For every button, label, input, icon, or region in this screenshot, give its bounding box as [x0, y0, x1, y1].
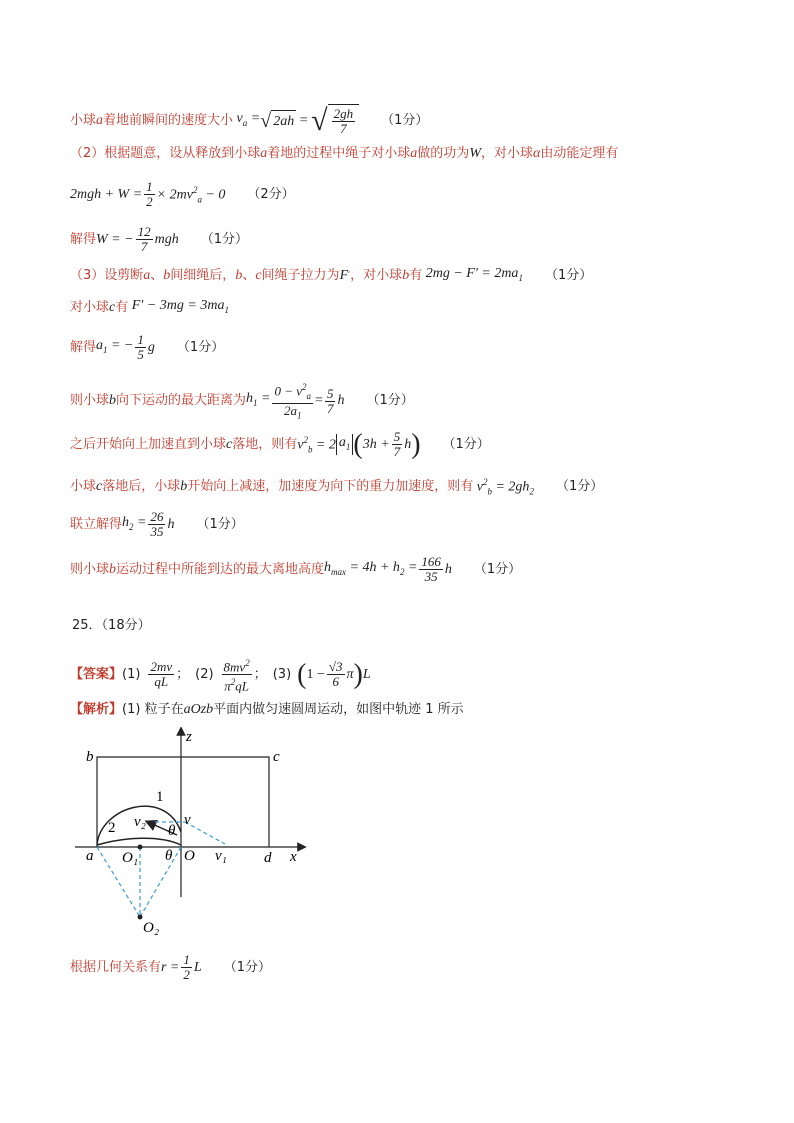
- label-v2: v₂: [134, 814, 146, 830]
- label-theta2: θ: [165, 848, 173, 864]
- l5-t1: （3）设剪断: [70, 267, 144, 283]
- label-2: 2: [108, 820, 116, 836]
- l6-t1: 对小球: [70, 299, 110, 315]
- analysis-line: [70, 701, 464, 719]
- label-O1: O₁: [122, 850, 139, 866]
- l2-a1: a: [260, 146, 268, 161]
- point-O2: [138, 915, 143, 920]
- label-v1: v₁: [215, 848, 227, 864]
- l2-a2: a: [410, 146, 418, 161]
- l5-c: c: [255, 267, 262, 283]
- l12-t1: 则小球: [70, 561, 110, 577]
- l10-c: c: [96, 478, 103, 494]
- l5-t2: 间细绳后，: [170, 267, 236, 283]
- l6-c: c: [109, 299, 116, 315]
- l5-sep1: 、: [150, 267, 164, 283]
- l5-b2: b: [235, 267, 243, 283]
- analysis-text: (1) 粒子在: [122, 702, 184, 717]
- answer-line: 【答案】 (1) $\frac{2mv}{qL}$ ； (2) $\frac{8mv^2}{\pi^2qL}$ ； (3) ( 1 − $\frac{√3}{6}$ π ) L: [70, 658, 371, 694]
- l5-t3: 间绳子拉力为: [261, 267, 340, 283]
- eq-va: $v_a$ =: [233, 111, 261, 128]
- l10-t3: 开始向上减速，加速度为向下的重力加速度，则有: [187, 478, 474, 494]
- label-a: a: [86, 848, 94, 864]
- l8-b: b: [109, 393, 117, 409]
- accelerate-up: 之后开始向上加速直到小球 c 落地，则有 $v^2_b = 2$ $a_1$ ( 3h + $\frac{5}{7}$ h ) （1分）: [70, 428, 490, 460]
- l9-t1: 之后开始向上加速直到小球: [70, 436, 227, 452]
- answer-p1: (1): [122, 666, 141, 682]
- solve-W: 解得 W = − $\frac{12}{7}$ mgh （1分）: [70, 224, 248, 254]
- max-distance: 则小球 b 向下运动的最大距离为 $h_1$ = $\frac{0 - v^2_a}{2a_1}$ = $\frac{5}{7}$ h （1分）: [70, 382, 414, 421]
- l1-ball: a: [96, 113, 104, 128]
- l10-point: （1分）: [555, 478, 604, 494]
- label-1: 1: [156, 789, 164, 805]
- l10-t2: 落地后，小球: [102, 478, 181, 494]
- label-d: d: [264, 850, 272, 866]
- analysis-plane: aOzb: [183, 702, 214, 717]
- l5-b3: b: [402, 267, 410, 283]
- l8-t2: 向下运动的最大距离为: [116, 393, 247, 409]
- answer-s1: ；: [176, 666, 190, 682]
- l2-a3: α: [533, 146, 541, 161]
- l8-point: （1分）: [366, 393, 414, 409]
- l5-point: （1分）: [544, 267, 593, 283]
- decelerate: 小球 c 落地后，小球 b 开始向上减速，加速度为向下的重力加速度，则有 $v^2_b = 2gh_2$ （1分）: [70, 477, 604, 497]
- l2-t1: （2）根据题意，设从释放到小球: [70, 146, 261, 161]
- l2-t4: ，对小球: [480, 146, 533, 161]
- sqrt-2gh7: √ $\frac{2gh}{7}$: [311, 104, 359, 138]
- part3-intro: （3）设剪断 a 、 b 间细绳后， b 、 c 间绳子拉力为 F ′ ，对小球 b 有 $2mg - F' = 2ma_1$ （1分）: [70, 266, 593, 283]
- l2-t3: 做的功为: [417, 146, 470, 161]
- l12-b: b: [109, 561, 117, 577]
- l11-point: （1分）: [196, 516, 244, 532]
- l1-text2: 着地前瞬间的速度大小: [103, 113, 234, 128]
- label-z: z: [186, 729, 192, 745]
- label-c: c: [273, 749, 280, 765]
- l5-F: F: [339, 267, 349, 283]
- last-text: 根据几何关系有: [70, 959, 162, 975]
- l4-point: （1分）: [200, 231, 248, 247]
- field-boundary: [97, 757, 269, 847]
- energy-equation: 2mgh + W = $\frac{1}{2}$ × $2mv^2_a - 0$ （2分）: [70, 179, 295, 209]
- solve-a1: 解得 $a_1$ = − $\frac{1}{5}$ g （1分）: [70, 332, 225, 362]
- l1-point: （1分）: [381, 113, 429, 128]
- l8-t1: 则小球: [70, 393, 110, 409]
- trajectory-2: [97, 838, 181, 845]
- l2-t5: 由动能定理有: [540, 146, 619, 161]
- l10-b: b: [180, 478, 188, 494]
- l5-t4: ，对小球: [350, 267, 403, 283]
- l6-t2: 有: [115, 299, 129, 315]
- last-point: （1分）: [223, 959, 271, 975]
- trajectory-figure: [70, 727, 310, 941]
- label-theta1: θ: [168, 823, 176, 839]
- l9-c: c: [226, 436, 233, 452]
- l12-point: （1分）: [473, 561, 522, 577]
- analysis-text2: 平面内做匀速圆周运动，如图中轨迹 1 所示: [213, 702, 464, 717]
- l9-t2: 落地，则有: [232, 436, 298, 452]
- l5-b: b: [163, 267, 171, 283]
- answer-p2: (2): [195, 666, 214, 682]
- l7-text: 解得: [70, 339, 97, 355]
- l2-t2: 着地的过程中绳子对小球: [267, 146, 411, 161]
- label-O: O: [184, 848, 195, 864]
- answer-p3: (3): [272, 666, 292, 682]
- l5-t5: 有: [409, 267, 423, 283]
- l3-point: （2分）: [247, 186, 295, 202]
- ball-c-eq: 对小球 c 有 $F' - 3mg = 3ma_1$: [70, 298, 229, 315]
- analysis-tag: 【解析】: [70, 702, 123, 717]
- label-O2: O₂: [143, 920, 160, 936]
- l5-a: a: [143, 267, 151, 283]
- point-O1: [138, 845, 143, 850]
- label-x: x: [290, 849, 297, 865]
- sqrt-2ah: √ 2ah: [260, 110, 295, 132]
- l5-sep2: 、: [242, 267, 256, 283]
- l1-text: 小球: [70, 113, 97, 128]
- part2-intro: [70, 145, 618, 163]
- geometry-relation: 根据几何关系有 r = $\frac{1}{2}$ L （1分）: [70, 952, 271, 982]
- label-v: v: [184, 812, 191, 828]
- l11-text: 联立解得: [70, 516, 123, 532]
- label-b: b: [86, 749, 94, 765]
- l10-t1: 小球: [70, 478, 97, 494]
- answer-s2: ；: [253, 666, 267, 682]
- combine-solve: 联立解得 $h_2$ = $\frac{26}{35}$ h （1分）: [70, 509, 244, 539]
- l12-t2: 运动过程中所能到达的最大离地高度: [116, 561, 325, 577]
- l7-point: （1分）: [176, 339, 225, 355]
- velocity-line: 小球 a 着地前瞬间的速度大小 $v_a$ = √ 2ah = √ $\frac{2gh}{7}$ （1分）: [70, 104, 429, 137]
- l9-point: （1分）: [442, 436, 490, 452]
- answer-tag: 【答案】: [70, 666, 123, 682]
- max-height: 则小球 b 运动过程中所能到达的最大离地高度 $h_{max} = 4h + h_2$ = $\frac{166}{35}$ h （1分）: [70, 554, 522, 584]
- l2-W: W: [469, 146, 481, 161]
- l4-text: 解得: [70, 231, 97, 247]
- question-25-header: 25．（18分）: [72, 618, 151, 633]
